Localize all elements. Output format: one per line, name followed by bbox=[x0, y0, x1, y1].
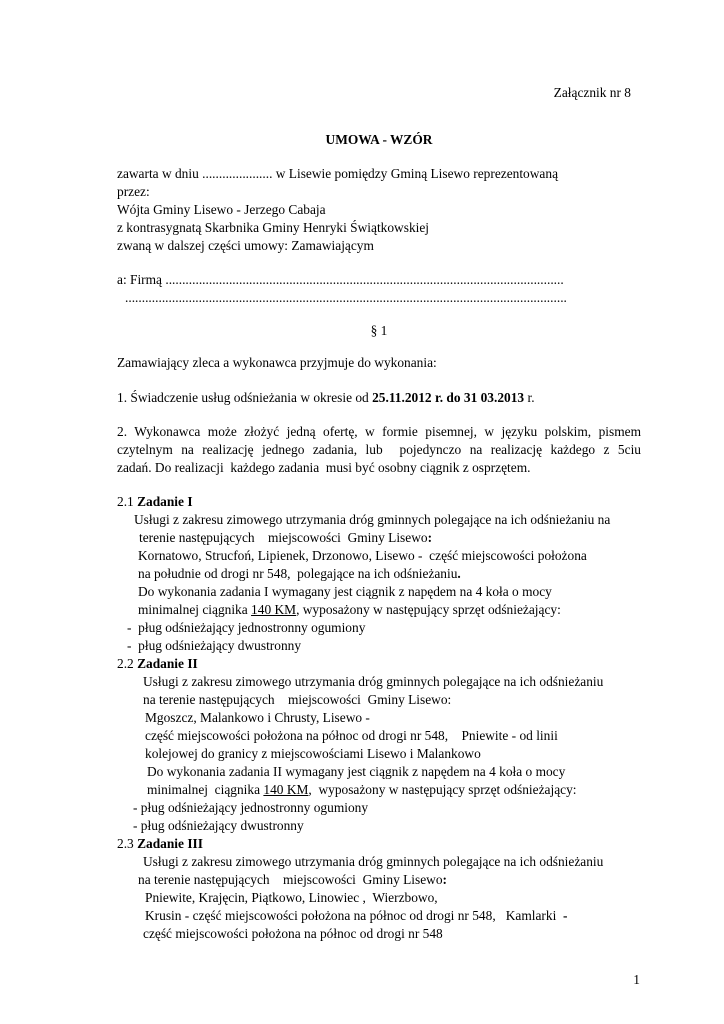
task-3-line-5: część miejscowości położona na północ od drogi nr 548 bbox=[143, 926, 443, 941]
intro-line-2: przez: bbox=[117, 184, 150, 199]
task-1-power: 140 KM bbox=[251, 602, 297, 617]
task-1-title: Zadanie I bbox=[137, 494, 193, 509]
intro-line-4: z kontrasygnatą Skarbnika Gminy Henryki Świątkowskiej bbox=[117, 220, 430, 235]
task-3-line-4-dash: - bbox=[562, 908, 568, 923]
task-1-line-4 bbox=[138, 565, 461, 583]
task-2-equipment-2: - pług odśnieżający dwustronny bbox=[133, 818, 304, 833]
task-1-line-2-text: terenie następujących miejscowości Gminy Lisewo bbox=[139, 530, 428, 545]
task-3-line-1: Usługi z zakresu zimowego utrzymania dróg gminnych polegające na ich odśnieżaniu bbox=[143, 854, 604, 869]
firm-line-1: a: Firmą ....................................................................................................................... bbox=[117, 272, 564, 287]
task-3-title: Zadanie III bbox=[137, 836, 203, 851]
task-1-line-1: Usługi z zakresu zimowego utrzymania dróg gminnych polegające na ich odśnieżaniu na bbox=[134, 512, 611, 527]
task-1-number: 2.1 bbox=[117, 494, 138, 509]
task-2-number: 2.2 bbox=[117, 656, 138, 671]
task-3-line-3: Pniewite, Krajęcin, Piątkowo, Linowiec , Wierzbowo, bbox=[145, 890, 438, 905]
point-2-line-3: zadań. Do realizacji każdego zadania musi być osobny ciągnik z osprzętem. bbox=[117, 460, 531, 475]
document-title bbox=[0, 131, 724, 149]
task-2-line-7-a: minimalnej ciągnika bbox=[147, 782, 264, 797]
task-1-line-2 bbox=[139, 529, 432, 547]
task-1-line-3: Kornatowo, Strucfoń, Lipienek, Drzonowo, Lisewo - część miejscowości położona bbox=[138, 548, 587, 563]
page-number: 1 bbox=[633, 972, 640, 987]
point-1-suffix: r. bbox=[524, 390, 535, 405]
task-2-line-7 bbox=[147, 781, 577, 799]
task-3-line-2-text: na terenie następujących miejscowości Gminy Lisewo bbox=[138, 872, 443, 887]
task-3-number: 2.3 bbox=[117, 836, 138, 851]
task-2-line-5: kolejowej do granicy z miejscowościami Lisewo i Malankowo bbox=[145, 746, 481, 761]
document-title-text: UMOWA - WZÓR bbox=[325, 132, 433, 147]
point-2-line-2: czytelnym na realizację jednego zadania, lub pojedynczo na realizację każdego z 5ciu bbox=[117, 442, 641, 457]
task-1-line-6-c: , wyposażony w następujący sprzęt odśnieżający: bbox=[296, 602, 561, 617]
point-1 bbox=[117, 389, 535, 407]
task-1-line-6 bbox=[138, 601, 561, 619]
task-2-power: 140 KM bbox=[263, 782, 309, 797]
task-1-line-5: Do wykonania zadania I wymagany jest ciągnik z napędem na 4 koła o mocy bbox=[138, 584, 552, 599]
task-1-line-6-a: minimalnej ciągnika bbox=[138, 602, 252, 617]
point-1-prefix: 1. Świadczenie usług odśnieżania w okresie od bbox=[117, 390, 373, 405]
task-2-equipment-1: - pług odśnieżający jednostronny ogumiony bbox=[133, 800, 369, 815]
task-3-heading bbox=[117, 835, 203, 853]
task-3-line-2-colon: : bbox=[442, 872, 448, 887]
task-1-line-4-dot: . bbox=[457, 566, 461, 581]
task-2-title: Zadanie II bbox=[137, 656, 198, 671]
task-2-line-3: Mgoszcz, Malankowo i Chrusty, Lisewo - bbox=[145, 710, 370, 725]
task-1-equipment-1: - pług odśnieżający jednostronny ogumiony bbox=[127, 620, 366, 635]
attachment-label: Załącznik nr 8 bbox=[553, 85, 631, 100]
task-2-line-2: na terenie następujących miejscowości Gminy Lisewo: bbox=[143, 692, 452, 707]
task-2-line-4: część miejscowości położona na północ od drogi nr 548, Pniewite - od linii bbox=[145, 728, 558, 743]
intro-line-1: zawarta w dniu ..................... w Lisewie pomiędzy Gminą Lisewo reprezentowaną bbox=[117, 166, 559, 181]
task-2-line-1: Usługi z zakresu zimowego utrzymania dróg gminnych polegające na ich odśnieżaniu bbox=[143, 674, 604, 689]
intro-line-5: zwaną w dalszej części umowy: Zamawiającym bbox=[117, 238, 374, 253]
order-text: Zamawiający zleca a wykonawca przyjmuje do wykonania: bbox=[117, 355, 437, 370]
task-2-heading bbox=[117, 655, 198, 673]
task-2-line-7-c: , wyposażony w następujący sprzęt odśnieżający: bbox=[308, 782, 577, 797]
task-1-equipment-2: - pług odśnieżający dwustronny bbox=[127, 638, 302, 653]
point-1-dates: 25.11.2012 r. do 31 03.2013 bbox=[372, 390, 525, 405]
task-3-line-4-text: Krusin - część miejscowości położona na północ od drogi nr 548, Kamlarki bbox=[145, 908, 563, 923]
point-2-line-1: 2. Wykonawca może złożyć jedną ofertę, w formie pisemnej, w języku polskim, pismem bbox=[117, 424, 641, 439]
section-mark: § 1 bbox=[370, 323, 388, 338]
intro-line-3: Wójta Gminy Lisewo - Jerzego Cabaja bbox=[117, 202, 326, 217]
firm-line-2: .................................................................................................................................... bbox=[125, 290, 567, 305]
task-3-line-2 bbox=[138, 871, 447, 889]
task-1-heading bbox=[117, 493, 193, 511]
task-2-line-6: Do wykonania zadania II wymagany jest ciągnik z napędem na 4 koła o mocy bbox=[147, 764, 566, 779]
task-1-line-2-colon: : bbox=[427, 530, 433, 545]
task-3-line-4 bbox=[145, 907, 567, 925]
task-1-line-4-text: na południe od drogi nr 548, polegające na ich odśnieżaniu bbox=[138, 566, 458, 581]
